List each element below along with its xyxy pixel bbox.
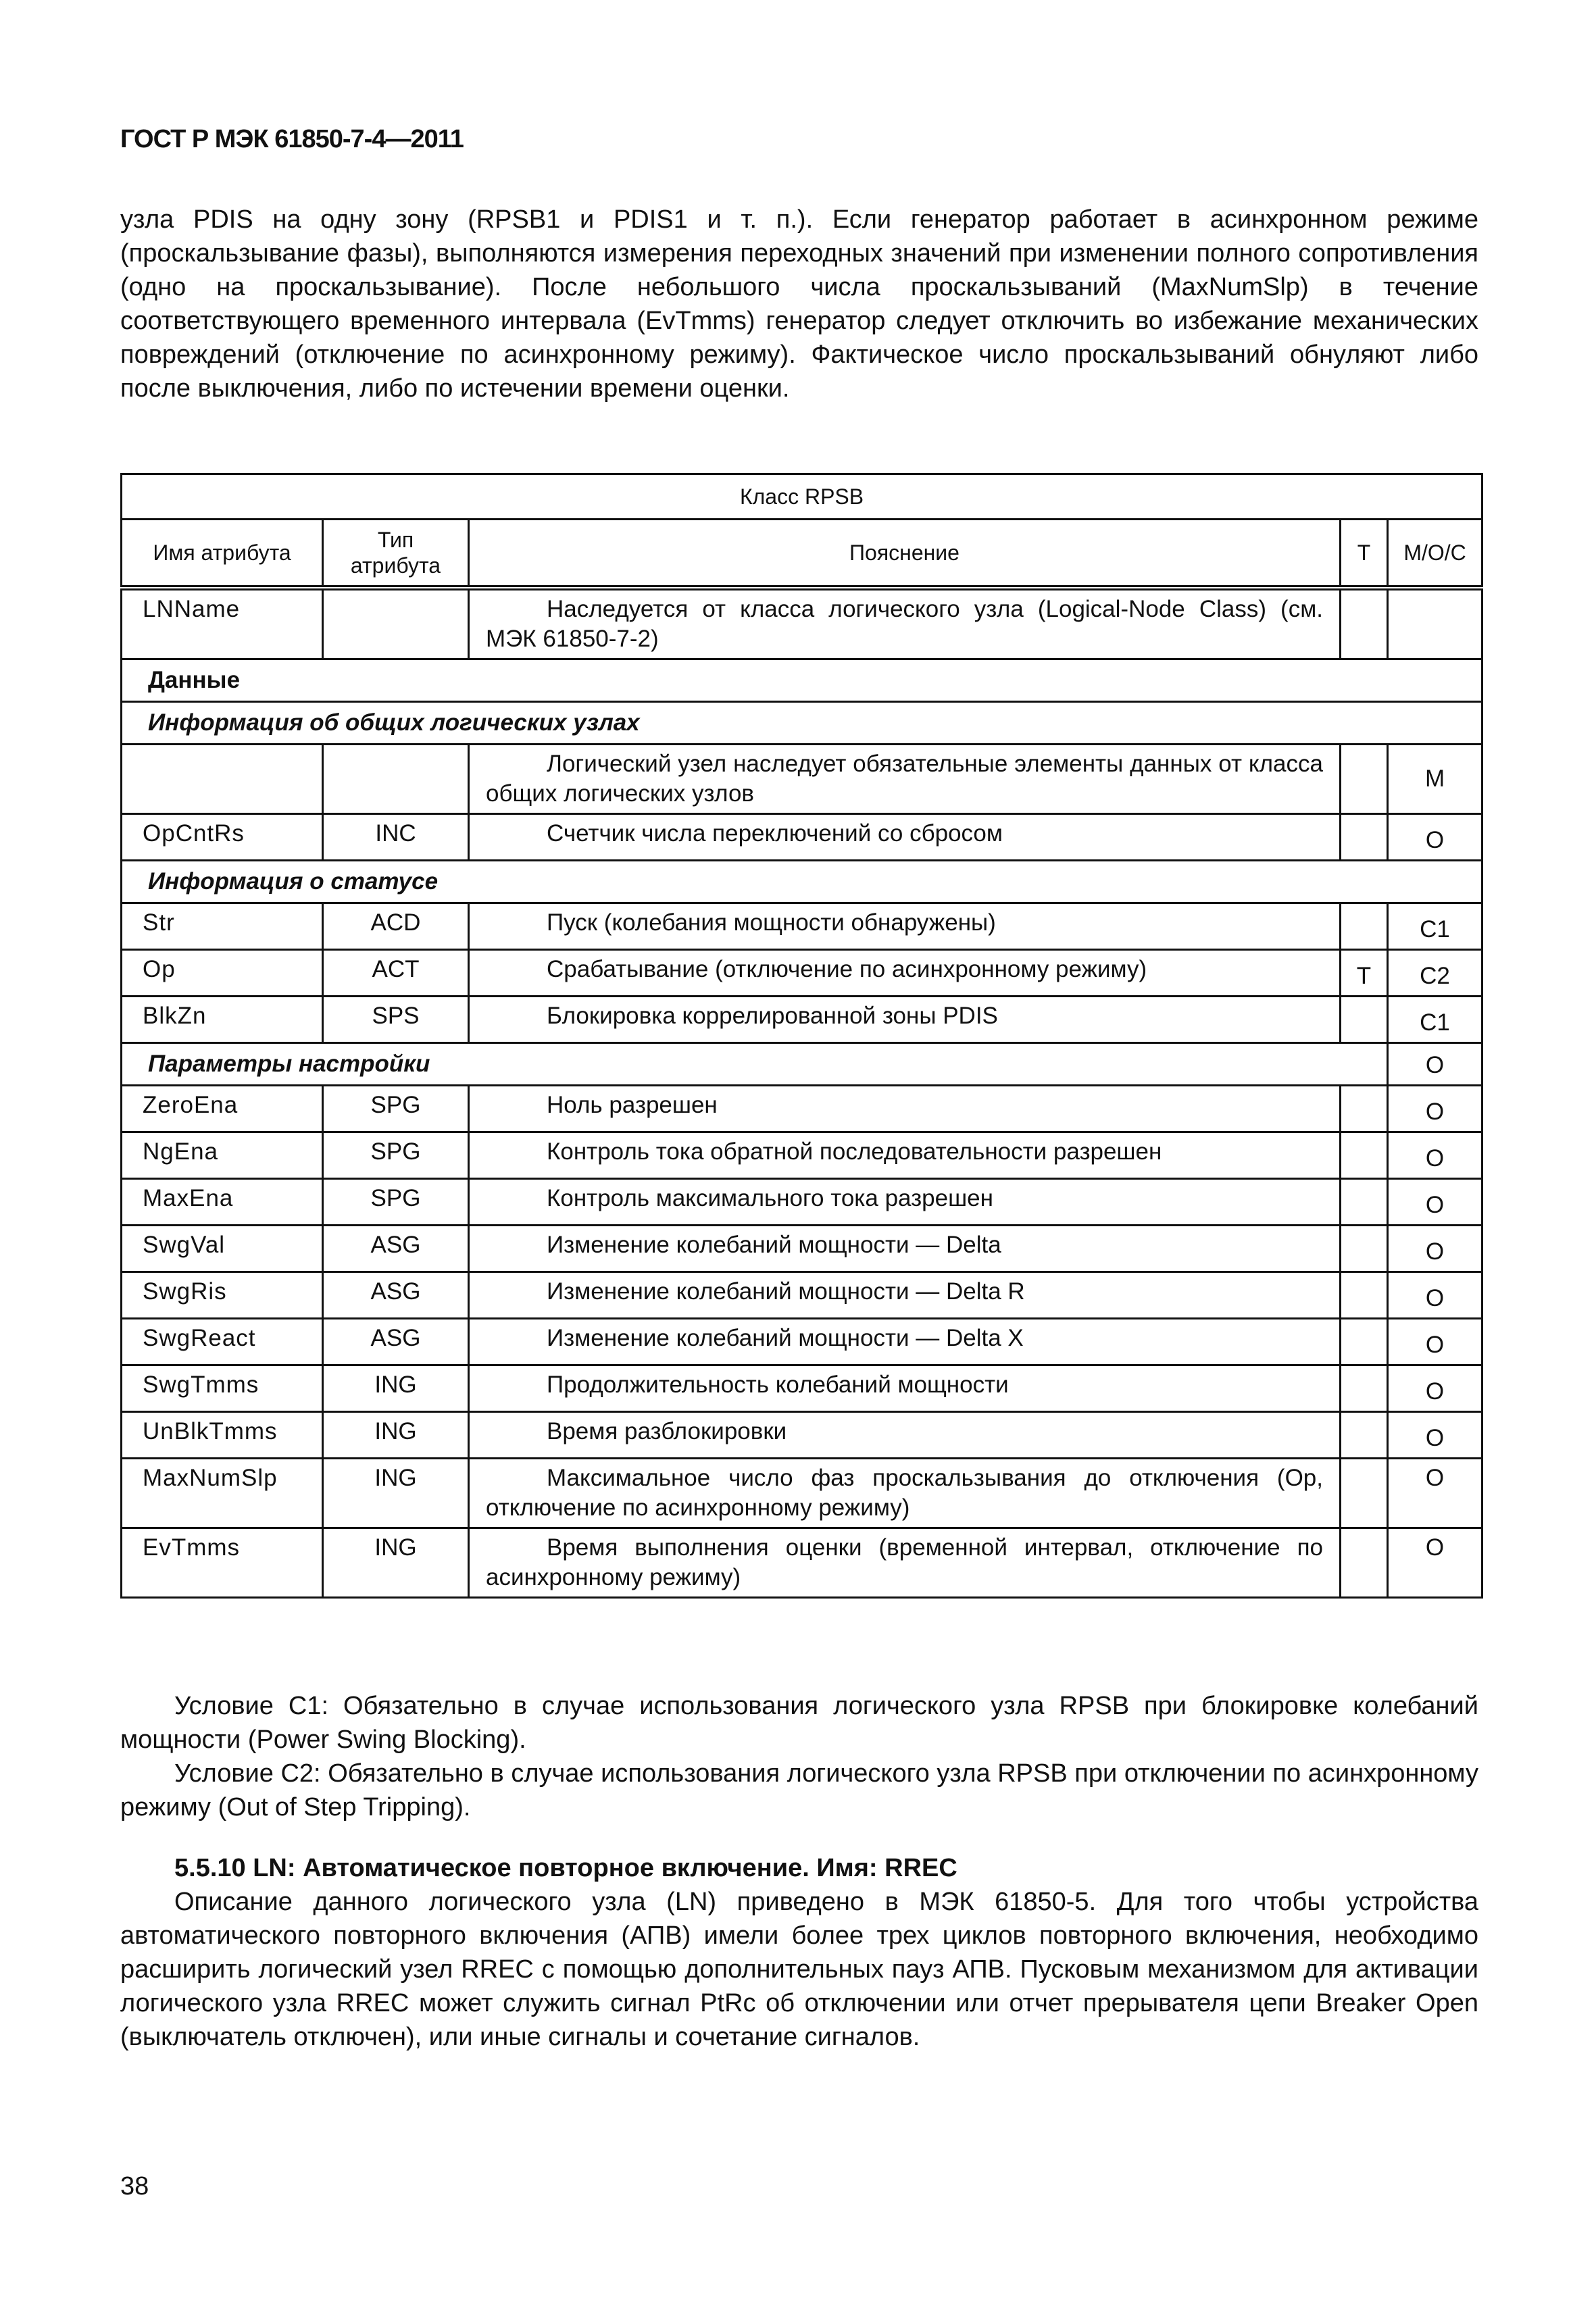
- table-row-setting: [122, 1226, 1482, 1272]
- attribute-type: SPS: [323, 997, 469, 1043]
- attribute-t: [1341, 1226, 1388, 1272]
- table-row-status: [122, 903, 1482, 950]
- page-number: 38: [120, 2172, 149, 2200]
- intro-paragraph: узла PDIS на одну зону (RPSB1 и PDIS1 и т. п.). Если генератор работает в асинхронном режиме (проскальзывание фазы), выполняются измерения переходных значений при изменении полного сопротивления (одно на проскальзывание). После небольшого числа проскальзываний (MaxNumSlp) в течение соответствующего временного интервала (EvTmms) генератор следует отключить во избежание механических повреждений (отключение по асинхронному режиму). Фактическое число проскальзываний обнуляют либо после выключения, либо по истечении времени оценки.: [120, 205, 1478, 403]
- attribute-moc: O: [1388, 1132, 1482, 1179]
- attribute-name: SwgVal: [122, 1226, 323, 1272]
- table-row-setting: [122, 1412, 1482, 1459]
- attribute-description: [469, 1319, 1341, 1365]
- attribute-name: NgEna: [122, 1132, 323, 1179]
- condition-c2: Условие С2: Обязательно в случае использования логического узла RPSB при отключении по асинхронному режиму (Out of Step Tripping).: [120, 1759, 1478, 1821]
- attribute-name: LNName: [122, 588, 323, 659]
- section-data: [122, 659, 1482, 702]
- section-common-info: [122, 702, 1482, 745]
- table-row-status: [122, 950, 1482, 997]
- section-heading: 5.5.10 LN: Автоматическое повторное включение. Имя: RREC: [174, 1854, 957, 1882]
- attribute-moc: [1388, 588, 1482, 659]
- attribute-description: [469, 1459, 1341, 1528]
- section-common-label: Информация об общих логических узлах: [122, 702, 1482, 745]
- section-status-label: Информация о статусе: [122, 861, 1482, 903]
- attribute-description: [469, 1272, 1341, 1319]
- table-row-setting: [122, 1086, 1482, 1132]
- description-text: Срабатывание (отключение по асинхронному режиму): [547, 956, 1147, 982]
- header-attribute-name: Имя атрибута: [122, 520, 323, 588]
- attribute-moc: O: [1388, 1226, 1482, 1272]
- description-text: Контроль максимального тока разрешен: [547, 1185, 993, 1211]
- description-text: Максимальное число фаз проскальзывания до отключения (Op, отключение по асинхронному режиму): [486, 1465, 1323, 1521]
- attribute-type: ACT: [323, 950, 469, 997]
- table-class-row: [122, 474, 1482, 520]
- attribute-type: ING: [323, 1365, 469, 1412]
- attribute-name: EvTmms: [122, 1528, 323, 1598]
- attribute-name: BlkZn: [122, 997, 323, 1043]
- attribute-type: [323, 745, 469, 814]
- attribute-name: MaxEna: [122, 1179, 323, 1226]
- attribute-t: [1341, 745, 1388, 814]
- attribute-description: [469, 903, 1341, 950]
- attribute-moc: C1: [1388, 903, 1482, 950]
- condition-c1: Условие С1: Обязательно в случае использования логического узла RPSB при блокировке колебаний мощности (Power Swing Blocking).: [120, 1692, 1478, 1754]
- attribute-name: SwgReact: [122, 1319, 323, 1365]
- description-text: Контроль тока обратной последовательности разрешен: [547, 1138, 1162, 1165]
- attribute-name: SwgRis: [122, 1272, 323, 1319]
- attribute-moc: O: [1388, 1319, 1482, 1365]
- description-text: Изменение колебаний мощности — Delta: [547, 1232, 1001, 1258]
- section-paragraph: Описание данного логического узла (LN) приведено в МЭК 61850-5. Для того чтобы устройства автоматического повторного включения (АПВ) имели более трех циклов повторного включения, необходимо расширить логический узел RREC с помощью дополнительных пауз АПВ. Пусковым механизмом для активации логического узла RREC может служить сигнал PtRc об отключении или отчет прерывателя цепи Breaker Open (выключатель отключен), или иные сигналы и сочетание сигналов.: [120, 1888, 1478, 2051]
- attribute-t: [1341, 1132, 1388, 1179]
- table-row-setting: [122, 1365, 1482, 1412]
- header-t: T: [1341, 520, 1388, 588]
- description-text: Изменение колебаний мощности — Delta X: [547, 1325, 1024, 1351]
- table-row-setting: [122, 1319, 1482, 1365]
- attribute-type: ASG: [323, 1272, 469, 1319]
- description-text: Счетчик числа переключений со сбросом: [547, 820, 1003, 847]
- attribute-name: SwgTmms: [122, 1365, 323, 1412]
- attribute-moc: O: [1388, 1528, 1482, 1598]
- section-settings: [122, 1043, 1482, 1086]
- attribute-description: [469, 950, 1341, 997]
- attribute-type: INC: [323, 814, 469, 861]
- attribute-moc: O: [1388, 814, 1482, 861]
- attribute-name: OpCntRs: [122, 814, 323, 861]
- attribute-description: [469, 1226, 1341, 1272]
- attribute-type: ING: [323, 1459, 469, 1528]
- attribute-type: ING: [323, 1528, 469, 1598]
- attribute-t: [1341, 1528, 1388, 1598]
- description-text: Изменение колебаний мощности — Delta R: [547, 1278, 1025, 1305]
- attribute-t: [1341, 1459, 1388, 1528]
- conditions-block: [120, 1689, 1478, 1824]
- attribute-t: [1341, 1319, 1388, 1365]
- table-class-title: Класс RPSB: [122, 474, 1482, 520]
- section-settings-label: Параметры настройки: [122, 1043, 1388, 1086]
- table-header-row: [122, 520, 1482, 588]
- attribute-name: Op: [122, 950, 323, 997]
- attribute-t: [1341, 903, 1388, 950]
- attribute-name: ZeroEna: [122, 1086, 323, 1132]
- attribute-t: [1341, 1412, 1388, 1459]
- attribute-moc: O: [1388, 1086, 1482, 1132]
- attribute-name: Str: [122, 903, 323, 950]
- table-row-lnname: [122, 588, 1482, 659]
- description-text: Наследуется от класса логического узла (Logical-Node Class) (см. МЭК 61850-7-2): [486, 596, 1323, 652]
- description-text: Продолжительность колебаний мощности: [547, 1372, 1009, 1398]
- table-row-opcntrs: [122, 814, 1482, 861]
- header-attribute-type: Тип атрибута: [323, 520, 469, 588]
- attribute-description: [469, 1528, 1341, 1598]
- attribute-description: [469, 1086, 1341, 1132]
- attribute-name: UnBlkTmms: [122, 1412, 323, 1459]
- table-row-setting: [122, 1132, 1482, 1179]
- attribute-moc: O: [1388, 1459, 1482, 1528]
- attribute-description: [469, 745, 1341, 814]
- attribute-description: [469, 1132, 1341, 1179]
- attribute-t: [1341, 814, 1388, 861]
- attribute-type: SPG: [323, 1132, 469, 1179]
- attribute-moc: O: [1388, 1272, 1482, 1319]
- description-text: Ноль разрешен: [547, 1092, 718, 1118]
- attribute-moc: O: [1388, 1179, 1482, 1226]
- attribute-t: T: [1341, 950, 1388, 997]
- header-moc: M/O/C: [1388, 520, 1482, 588]
- attribute-moc: M: [1388, 745, 1482, 814]
- attribute-t: [1341, 1086, 1388, 1132]
- attribute-name: MaxNumSlp: [122, 1459, 323, 1528]
- attribute-type: ASG: [323, 1319, 469, 1365]
- attribute-moc: C1: [1388, 997, 1482, 1043]
- attribute-type: ACD: [323, 903, 469, 950]
- description-text: Время выполнения оценки (временной интервал, отключение по асинхронному режиму): [486, 1534, 1323, 1590]
- attribute-t: [1341, 1272, 1388, 1319]
- attribute-name: [122, 745, 323, 814]
- section-settings-moc: O: [1388, 1043, 1482, 1086]
- attribute-t: [1341, 997, 1388, 1043]
- table-row-setting: [122, 1459, 1482, 1528]
- attribute-moc: C2: [1388, 950, 1482, 997]
- attribute-description: [469, 1412, 1341, 1459]
- rpsb-class-table: [120, 473, 1483, 1599]
- attribute-type: [323, 588, 469, 659]
- description-text: Время разблокировки: [547, 1418, 787, 1444]
- attribute-moc: O: [1388, 1412, 1482, 1459]
- description-text: Блокировка коррелированной зоны PDIS: [547, 1003, 998, 1029]
- section-data-label: Данные: [122, 659, 1482, 702]
- attribute-description: [469, 814, 1341, 861]
- attribute-t: [1341, 1179, 1388, 1226]
- attribute-description: [469, 588, 1341, 659]
- attribute-type: SPG: [323, 1179, 469, 1226]
- section-status-info: [122, 861, 1482, 903]
- attribute-type: ING: [323, 1412, 469, 1459]
- table-row-common: [122, 745, 1482, 814]
- attribute-description: [469, 997, 1341, 1043]
- description-text: Логический узел наследует обязательные элементы данных от класса общих логических узлов: [486, 751, 1323, 807]
- attribute-type: ASG: [323, 1226, 469, 1272]
- description-text: Пуск (колебания мощности обнаружены): [547, 909, 996, 936]
- table-row-setting: [122, 1272, 1482, 1319]
- attribute-description: [469, 1179, 1341, 1226]
- attribute-t: [1341, 588, 1388, 659]
- document-header: ГОСТ Р МЭК 61850-7-4—2011: [120, 125, 464, 153]
- header-explanation: Пояснение: [469, 520, 1341, 588]
- attribute-description: [469, 1365, 1341, 1412]
- table-row-status: [122, 997, 1482, 1043]
- attribute-t: [1341, 1365, 1388, 1412]
- attribute-moc: O: [1388, 1365, 1482, 1412]
- table-row-setting: [122, 1179, 1482, 1226]
- table-row-setting: [122, 1528, 1482, 1598]
- attribute-type: SPG: [323, 1086, 469, 1132]
